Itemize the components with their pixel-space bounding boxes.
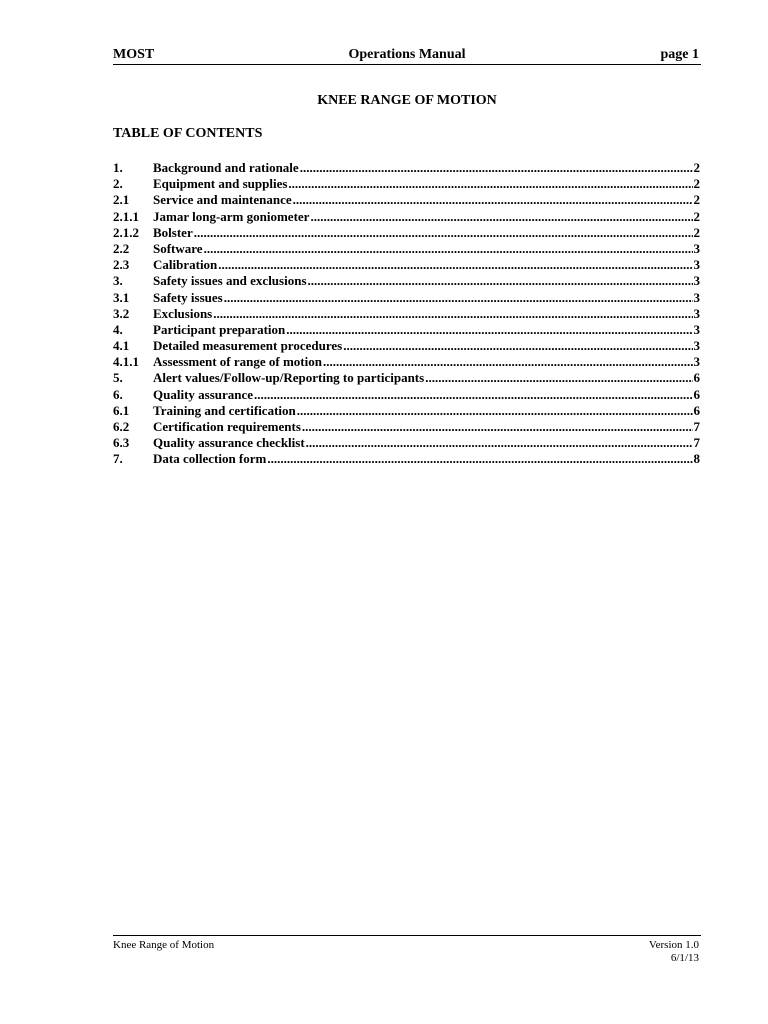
- toc-entry-number: 1.: [113, 160, 123, 175]
- toc-entry[interactable]: [113, 290, 700, 306]
- toc-entry-title[interactable]: Safety issues and exclusions: [153, 273, 307, 289]
- toc-entry[interactable]: [113, 176, 700, 192]
- toc-entry-page[interactable]: 3: [693, 305, 700, 321]
- toc-entry[interactable]: [113, 225, 700, 241]
- toc-entry-title[interactable]: Data collection form: [153, 451, 267, 467]
- toc-entry-title[interactable]: Participant preparation: [153, 321, 286, 337]
- toc-dot-leader: [302, 419, 693, 435]
- toc-entry-title[interactable]: Training and certification: [153, 402, 296, 418]
- toc-entry[interactable]: [113, 435, 700, 451]
- page-footer: [113, 935, 701, 964]
- toc-entry[interactable]: [113, 160, 700, 176]
- toc-entry-title[interactable]: Alert values/Follow-up/Reporting to participants: [153, 370, 425, 386]
- footer-date: 6/1/13: [670, 952, 699, 964]
- toc-entry-title[interactable]: Safety issues: [153, 289, 223, 305]
- toc-entry-number: 7.: [113, 451, 123, 467]
- toc-entry-page[interactable]: 3: [693, 321, 700, 337]
- toc-entry[interactable]: [113, 403, 700, 419]
- toc-entry-page[interactable]: 3: [693, 338, 700, 354]
- toc-dot-leader: [297, 403, 693, 419]
- toc-dot-leader: [310, 209, 692, 225]
- toc-entry-number: 6.2: [113, 419, 130, 434]
- toc-entry-number: 3.2: [113, 305, 130, 321]
- toc-entry[interactable]: [113, 354, 700, 370]
- toc-entry[interactable]: [113, 257, 700, 273]
- header-program-name: MOST: [113, 47, 155, 62]
- toc-entry-number: 4.1.1: [113, 354, 139, 370]
- toc-entry[interactable]: [113, 451, 700, 467]
- document-title: KNEE RANGE OF MOTION: [317, 93, 497, 108]
- toc-entry[interactable]: [113, 241, 700, 257]
- toc-dot-leader: [204, 241, 693, 257]
- toc-entry[interactable]: [113, 192, 700, 208]
- toc-entry-page[interactable]: 2: [693, 160, 700, 175]
- toc-entry-page[interactable]: 2: [693, 224, 700, 240]
- toc-entry-title[interactable]: Certification requirements: [153, 419, 301, 434]
- toc-dot-leader: [213, 306, 692, 322]
- toc-entry-title[interactable]: Jamar long-arm goniometer: [153, 208, 310, 224]
- toc-entry-number: 2.3: [113, 257, 130, 273]
- toc-entry-number: 6.3: [113, 435, 130, 451]
- toc-entry-page[interactable]: 2: [693, 176, 700, 192]
- toc-entry-page[interactable]: 2: [693, 192, 700, 208]
- toc-entry-title[interactable]: Assessment of range of motion: [153, 354, 322, 370]
- toc-entry[interactable]: [113, 387, 700, 403]
- toc-entry-number: 2.1: [113, 192, 130, 208]
- header-manual-title: Operations Manual: [348, 47, 466, 62]
- toc-dot-leader: [323, 354, 693, 370]
- toc-dot-leader: [308, 273, 693, 289]
- toc-entry-title[interactable]: Background and rationale: [153, 160, 299, 175]
- toc-entry-title[interactable]: Quality assurance: [153, 386, 254, 402]
- toc-dot-leader: [306, 435, 693, 451]
- toc-entry-number: 6.: [113, 386, 123, 402]
- toc-entry-page[interactable]: 2: [693, 208, 700, 224]
- toc-entry-page[interactable]: 7: [693, 419, 700, 434]
- toc-dot-leader: [194, 225, 693, 241]
- toc-entry[interactable]: [113, 322, 700, 338]
- toc-entry[interactable]: [113, 370, 700, 386]
- toc-entry-number: 5.: [113, 370, 123, 386]
- page-header: [113, 45, 701, 65]
- toc-entry-title[interactable]: Detailed measurement procedures: [153, 338, 343, 354]
- toc-entry[interactable]: [113, 273, 700, 289]
- toc-entry-title[interactable]: Exclusions: [153, 305, 213, 321]
- toc-dot-leader: [300, 160, 693, 176]
- toc-dot-leader: [286, 322, 692, 338]
- toc-entry-page[interactable]: 6: [693, 386, 700, 402]
- toc-entry-number: 2.: [113, 176, 123, 192]
- toc-entry-number: 2.1.2: [113, 224, 139, 240]
- toc-dot-leader: [267, 451, 692, 467]
- toc-entry-number: 2.1.1: [113, 208, 139, 224]
- toc-dot-leader: [425, 370, 692, 386]
- toc-entry-number: 3.: [113, 273, 123, 289]
- toc-entry-page[interactable]: 3: [693, 354, 700, 370]
- toc-entry-number: 3.1: [113, 289, 130, 305]
- table-of-contents: [113, 160, 700, 468]
- toc-entry-title[interactable]: Service and maintenance: [153, 192, 292, 208]
- toc-entry-page[interactable]: 8: [693, 451, 700, 467]
- toc-entry-title[interactable]: Calibration: [153, 257, 218, 273]
- toc-entry[interactable]: [113, 306, 700, 322]
- toc-entry[interactable]: [113, 209, 700, 225]
- footer-document-name: Knee Range of Motion: [113, 939, 215, 951]
- footer-version: Version 1.0: [648, 939, 699, 951]
- footer-version-block: [649, 939, 699, 965]
- toc-entry-page[interactable]: 3: [693, 240, 700, 256]
- toc-entry-title[interactable]: Bolster: [153, 224, 193, 240]
- toc-entry-page[interactable]: 3: [693, 273, 700, 289]
- toc-entry-page[interactable]: 6: [693, 402, 700, 418]
- toc-entry-page[interactable]: 3: [693, 257, 700, 273]
- toc-dot-leader: [254, 387, 692, 403]
- toc-dot-leader: [288, 176, 692, 192]
- header-page-number: page 1: [660, 47, 699, 62]
- toc-dot-leader: [343, 338, 692, 354]
- toc-entry[interactable]: [113, 419, 700, 435]
- toc-entry-number: 6.1: [113, 402, 130, 418]
- toc-dot-leader: [218, 257, 692, 273]
- toc-entry-page[interactable]: 3: [693, 289, 700, 305]
- toc-entry-number: 4.: [113, 321, 123, 337]
- toc-heading: TABLE OF CONTENTS: [113, 126, 263, 141]
- toc-entry-title[interactable]: Quality assurance checklist: [153, 435, 305, 451]
- toc-entry-number: 2.2: [113, 240, 130, 256]
- toc-entry-page[interactable]: 6: [693, 370, 700, 386]
- toc-entry-title[interactable]: Software: [153, 240, 203, 256]
- toc-dot-leader: [293, 192, 693, 208]
- toc-dot-leader: [224, 290, 693, 306]
- toc-entry-title[interactable]: Equipment and supplies: [153, 176, 288, 192]
- toc-entry[interactable]: [113, 338, 700, 354]
- toc-entry-number: 4.1: [113, 338, 130, 354]
- toc-entry-page[interactable]: 7: [693, 435, 700, 451]
